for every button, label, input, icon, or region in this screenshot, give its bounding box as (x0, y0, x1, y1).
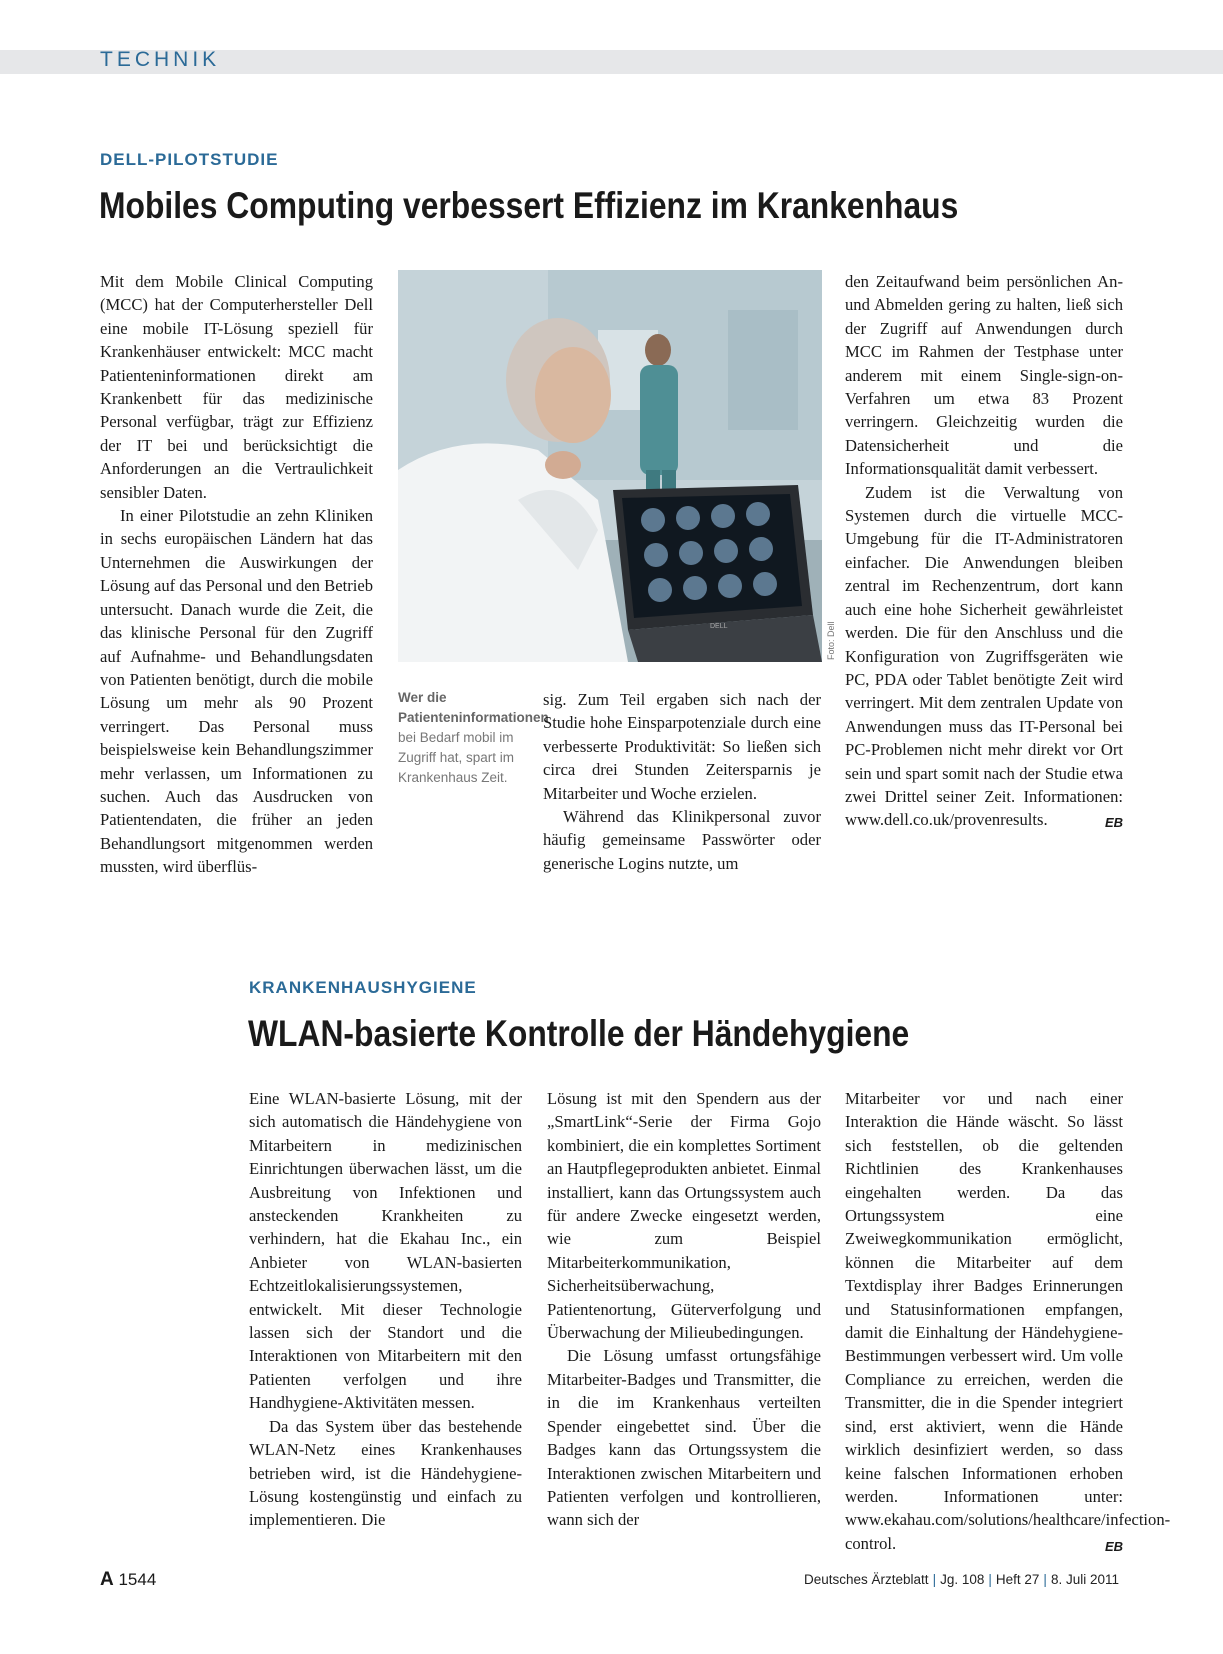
laptop-brand: DELL (710, 623, 728, 630)
page-number-value: 1544 (118, 1570, 157, 1589)
caption-text: bei Bedarf mobil im Zugriff hat, spart im Krankenhaus Zeit. (398, 730, 515, 785)
article1-column-1 (100, 270, 373, 879)
paragraph: Lösung ist mit den Spendern aus der „SmartLink“-Serie der Firma Gojo kombiniert, die ein komplettes Sortiment an Hautpflegeprodukten anbietet. Einmal installiert, kann das Ortungssystem auch für andere Zwecke eingesetzt werden, wie zum Beispiel Mitarbeiterkommunikation, Sicherheitsüberwachung, Patientenortung, Güterverfolgung und Überwachung der Milieubedingungen. (547, 1089, 821, 1343)
article-photo (398, 270, 822, 662)
page-prefix: A (100, 1569, 114, 1590)
paragraph: In einer Pilotstudie an zehn Kliniken in sechs europäischen Ländern hat das Unternehmen die Auswirkungen der Lösung auf das Personal und den Betrieb untersucht. Danach wurde die Zeit, die das klinische Personal für den Zugriff auf Aufnahme- und Behandlungsdaten von Patienten benötigt, durch die mobile Lösung um mehr als 90 Prozent verringert. Das Personal muss beispielsweise kein Behandlungszimmer mehr verlassen, um Informationen zu suchen. Auch das Ausdrucken von Patientendaten, die früher an jeden Behandlungsort mitgenommen werden mussten, wird überflüs- (100, 506, 373, 877)
doctor-laptop-image (398, 270, 822, 662)
article2-kicker: KRANKENHAUSHYGIENE (249, 978, 477, 997)
article1-column-3 (845, 270, 1123, 835)
journal-name: Deutsches Ärzteblatt (804, 1572, 929, 1587)
journal-info: Deutsches Ärzteblatt | Jg. 108 | Heft 27 | 8. Juli 2011 (804, 1572, 1119, 1587)
article2-column-1 (249, 1087, 522, 1532)
article1-title: Mobiles Computing verbessert Effizienz im Krankenhaus (99, 185, 959, 226)
paragraph-text: Zudem ist die Verwaltung von Systemen durch die virtuelle MCC-Umgebung für die IT-Administratoren einfacher. Die Anwendungen bleiben zentral im Rechenzentrum, dort kann auch eine hohe Sicherheit gewährleistet werden. Die für den Anschluss und die Konfiguration von Zugriffsgeräten wie PC, PDA oder Tablet benötigte Zeit wird verringert. Mit dem zentralen Update von Anwendungen muss das IT-Personal bei PC-Problemen nicht mehr direkt vor Ort sein und spart somit nach der Studie etwa zwei Drittel seiner Zeit. Informationen: www.dell.co.uk/provenresults. (845, 482, 1123, 830)
page-number (100, 1569, 156, 1591)
article2-title: WLAN-basierte Kontrolle der Händehygiene (248, 1013, 910, 1054)
paragraph-text: Mitarbeiter vor und nach einer Interaktion die Hände wäscht. So lässt sich feststellen, ob die geltenden Richtlinien des Krankenhauses eingehalten werden. Da das Ortungssystem eine Zweiwegkommunikation ermöglicht, können die Mitarbeiter auf dem Textdisplay ihrer Badges Erinnerungen und Statusinformationen empfangen, damit die Einhaltung der Händehygiene-Bestimmungen verbessert wird. Um volle Compliance zu erreichen, werden die Transmitter, die in die Spender integriert sind, erst aktiviert, wenn die Hände wirklich desinfiziert werden, so dass keine falschen Informationen erhoben werden. Informationen unter: www.ekahau.com/solutions/healthcare/infection-control. (845, 1089, 1171, 1553)
article2-column-3 (845, 1087, 1171, 1558)
paragraph: Mit dem Mobile Clinical Computing (MCC) hat der Computerhersteller Dell eine mobile IT-Lösung speziell für Krankenhäuser entwickelt: MCC macht Patienteninformationen direkt am Krankenbett für das medizinische Personal verfügbar, trägt zur Effizienz der IT bei und berücksichtigt die Anforderungen an die Vertraulichkeit sensibler Daten. (100, 272, 373, 502)
article1-kicker: DELL-PILOTSTUDIE (100, 150, 279, 169)
journal-issue: Heft 27 (995, 1572, 1040, 1587)
paragraph: Während das Klinikpersonal zuvor häufig gemeinsame Passwörter oder generische Logins nutzte, um (543, 807, 821, 873)
journal-date: 8. Juli 2011 (1050, 1572, 1119, 1587)
paragraph: Die Lösung umfasst ortungsfähige Mitarbeiter-Badges und Transmitter, die in die im Krankenhaus verteilten Spender eingebettet sind. Über die Badges kann das Ortungssystem die Interaktionen zwischen Mitarbeitern und Patienten verfolgen und kontrollieren, wann sich der (547, 1346, 821, 1530)
paragraph: Da das System über das bestehende WLAN-Netz eines Krankenhauses betrieben wird, ist die Händehygiene-Lösung kostengünstig und einfach zu implementieren. Die (249, 1416, 522, 1530)
paragraph: sig. Zum Teil ergaben sich nach der Studie hohe Einsparpotenziale durch eine verbesserte Produktivität: So ließen sich circa drei Stunden Zeitersparnis je Mitarbeiter und Woche erzielen. (543, 690, 821, 803)
article1-column-2 (543, 688, 821, 875)
article2-column-2 (547, 1087, 821, 1532)
author-initials: EB (1104, 815, 1123, 831)
author-initials: EB (1104, 1538, 1123, 1554)
paragraph: Eine WLAN-basierte Lösung, mit der sich automatisch die Händehygiene von Mitarbeitern in medizinischen Einrichtungen überwachen lässt, um die Ausbreitung von Infektionen und ansteckenden Krankheiten zu verhindern, hat die Ekahau Inc., ein Anbieter von WLAN-basierten Echtzeitlokalisierungssystemen, entwickelt. Mit dieser Technologie lassen sich der Standort und die Interaktionen von Mitarbeitern mit den Patienten verfolgen und ihre Handhygiene-Aktivitäten messen. (249, 1089, 522, 1413)
photo-credit: Foto: Dell (826, 621, 836, 660)
section-label: TECHNIK (100, 48, 221, 71)
photo-caption (398, 688, 549, 788)
journal-volume: Jg. 108 (940, 1572, 985, 1587)
caption-bold: Wer die Patienteninformationen (398, 690, 549, 725)
paragraph: den Zeitaufwand beim persönlichen An- und Abmelden gering zu halten, ließ sich der Zugriff auf Anwendungen durch MCC im Rahmen der Testphase unter anderem mit einem Single-sign-on-Verfahren um etwa 83 Prozent verringern. Gleichzeitig wurden die Datensicherheit und die Informationsqualität damit verbessert. (845, 272, 1123, 479)
paragraph (845, 1087, 1171, 1555)
paragraph (845, 481, 1123, 832)
